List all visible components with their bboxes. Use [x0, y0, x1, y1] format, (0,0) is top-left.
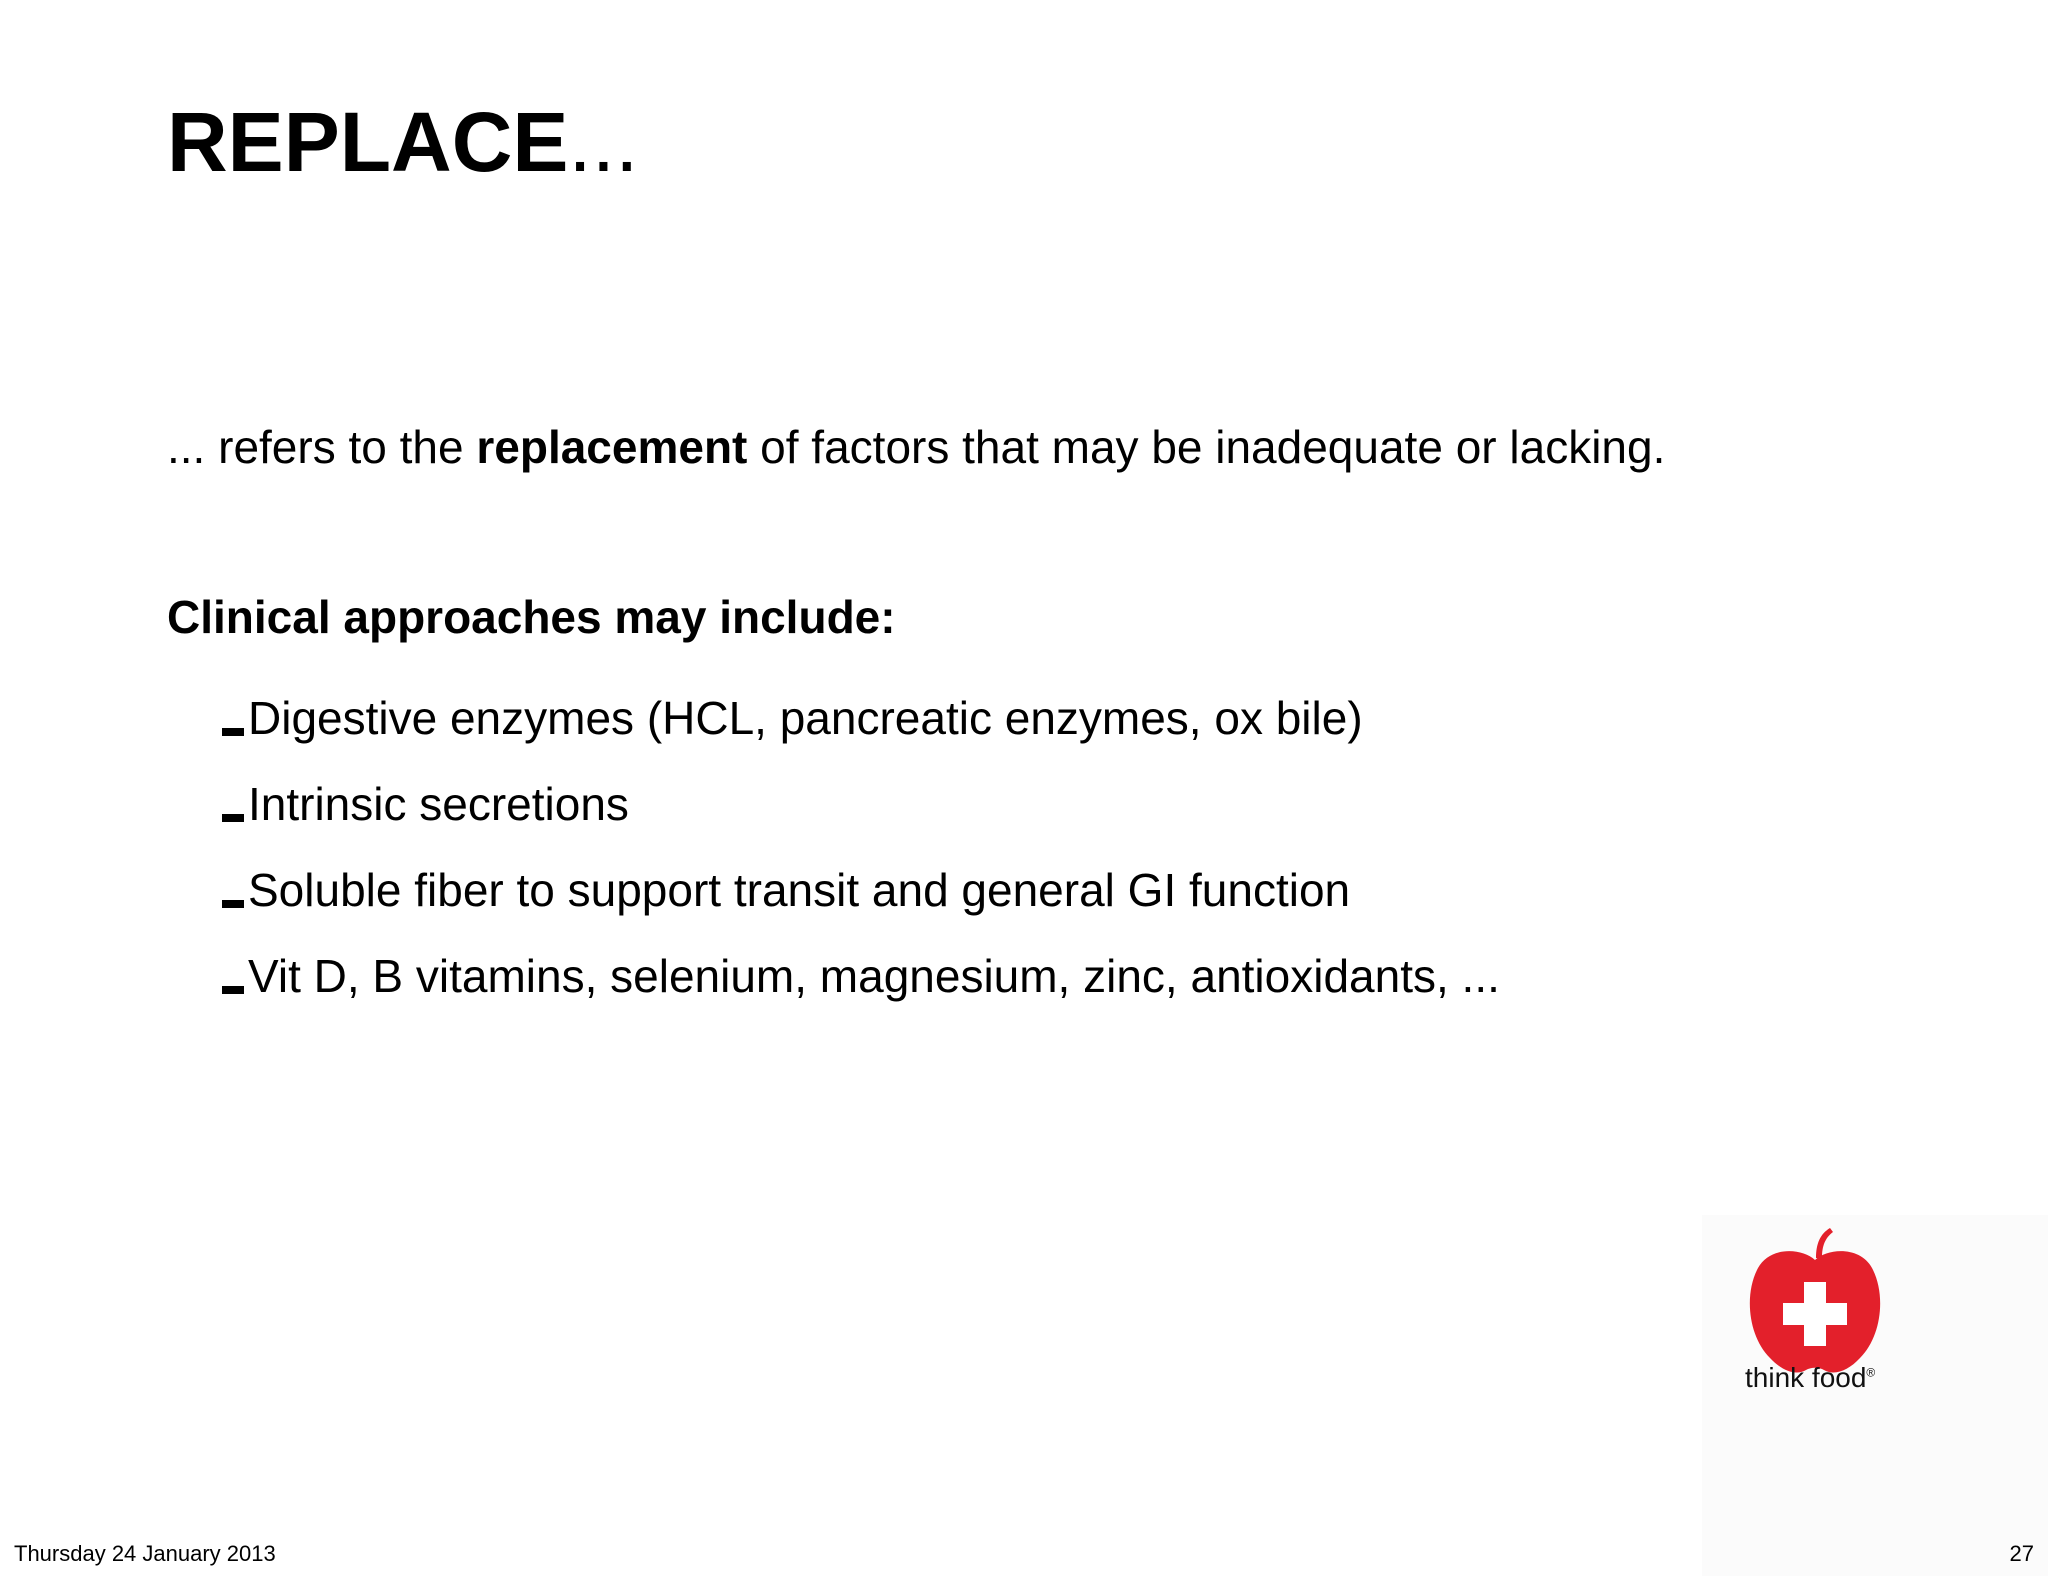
title-ellipsis: ...	[568, 95, 639, 189]
dash-bullet-icon	[222, 814, 244, 822]
intro-bold: replacement	[476, 421, 748, 473]
list-item	[222, 675, 1500, 761]
list-item	[222, 933, 1500, 1019]
dash-bullet-icon	[222, 728, 244, 736]
logo-wordmark: think food	[1745, 1362, 1867, 1393]
bullet-list	[222, 675, 1500, 1019]
cross-horizontal	[1783, 1303, 1847, 1325]
slide-title	[167, 95, 639, 189]
list-item-text: Intrinsic secretions	[248, 778, 629, 830]
dash-bullet-icon	[222, 900, 244, 908]
title-main: REPLACE	[167, 95, 569, 189]
page-number: 27	[2009, 1541, 2034, 1566]
intro-after: of factors that may be inadequate or lacking.	[747, 421, 1666, 473]
list-item-text: Soluble fiber to support transit and general GI function	[248, 864, 1351, 916]
footer-date: Thursday 24 January 2013	[14, 1541, 276, 1566]
intro-before: ... refers to the	[167, 421, 477, 473]
dash-bullet-icon	[222, 986, 244, 994]
list-item-text: Vit D, B vitamins, selenium, magnesium, zinc, antioxidants, ...	[248, 950, 1500, 1002]
list-item	[222, 761, 1500, 847]
registered-mark: ®	[1866, 1365, 1876, 1380]
logo-text	[1745, 1364, 1875, 1392]
intro-text	[167, 420, 1665, 475]
list-item-text: Digestive enzymes (HCL, pancreatic enzymes, ox bile)	[248, 692, 1363, 744]
list-item	[222, 847, 1500, 933]
subheading: Clinical approaches may include:	[167, 591, 896, 643]
